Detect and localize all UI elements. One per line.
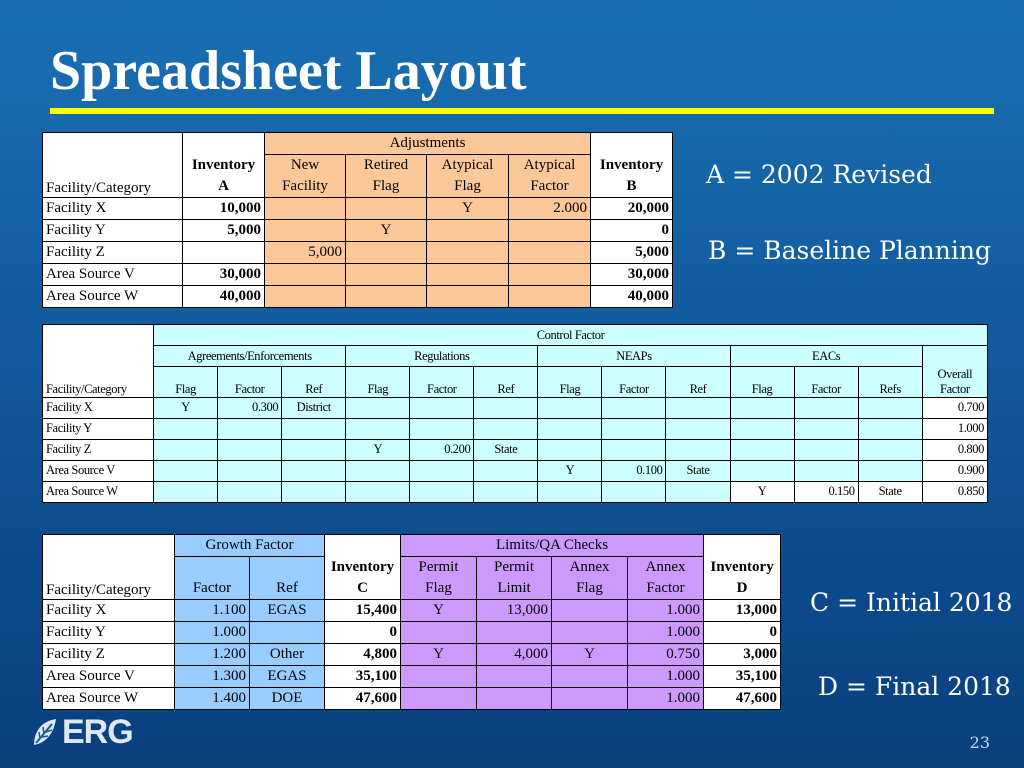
regulations-factor-col-header: Factor xyxy=(410,367,474,398)
inventory-c-value: 47,600 xyxy=(325,688,401,710)
facility-category-header: Facility/Category xyxy=(46,582,151,598)
eacs-flag-value: Y xyxy=(730,481,794,502)
eacs-factor-value xyxy=(794,439,858,460)
facility-name: Area Source W xyxy=(43,481,154,502)
neaps-flag-value xyxy=(538,397,602,418)
agreements-flag-col-header: Flag xyxy=(154,367,218,398)
inventory-c-value: 0 xyxy=(325,622,401,644)
eacs-refs-value: State xyxy=(858,481,922,502)
neaps-ref-value xyxy=(666,439,730,460)
permit-limit-value xyxy=(477,688,552,710)
annex-flag-header-line1: Annex xyxy=(552,557,628,579)
growth-factor-group-header: Growth Factor xyxy=(175,535,325,557)
eacs-flag-value xyxy=(730,439,794,460)
note-c: C = Initial 2018 xyxy=(810,588,1013,617)
growth-ref-value xyxy=(250,622,325,644)
eacs-factor-value xyxy=(794,460,858,481)
facility-name: Facility Y xyxy=(43,418,154,439)
agreements-flag-value: Y xyxy=(154,397,218,418)
eacs-flag-col-header: Flag xyxy=(730,367,794,398)
growth-factor-value: 1.200 xyxy=(175,644,250,666)
overall-factor-value: 0.850 xyxy=(922,481,987,502)
table-row xyxy=(43,666,781,688)
growth-ref-value: EGAS xyxy=(250,600,325,622)
retired-flag-value xyxy=(346,286,427,308)
growth-factor-col-header: Factor xyxy=(175,578,250,600)
table-row xyxy=(43,460,988,481)
annex-flag-value: Y xyxy=(552,644,628,666)
facility-name: Area Source V xyxy=(43,460,154,481)
neaps-flag-value xyxy=(538,481,602,502)
neaps-ref-value xyxy=(666,397,730,418)
facility-category-header: Facility/Category xyxy=(46,381,127,396)
retired-flag-value xyxy=(346,242,427,264)
permit-limit-value: 13,000 xyxy=(477,600,552,622)
new-facility-value xyxy=(265,198,346,220)
neaps-factor-col-header: Factor xyxy=(602,367,666,398)
eacs-factor-value: 0.150 xyxy=(794,481,858,502)
overall-factor-value: 0.700 xyxy=(922,397,987,418)
growth-factor-value: 1.300 xyxy=(175,666,250,688)
erg-logo xyxy=(30,712,133,752)
inventory-b-value: 0 xyxy=(591,220,673,242)
inventory-c-value: 35,100 xyxy=(325,666,401,688)
atypical-flag-value xyxy=(427,264,509,286)
annex-factor-value: 1.000 xyxy=(628,600,704,622)
table-row xyxy=(43,198,673,220)
table-row xyxy=(43,622,781,644)
inventory-d-header-line2: D xyxy=(704,578,781,600)
permit-flag-header-line2: Flag xyxy=(401,578,477,600)
atypical-factor-value xyxy=(509,242,591,264)
inventory-c-header-line2: C xyxy=(325,578,401,600)
agreements-ref-value xyxy=(282,481,346,502)
neaps-ref-value xyxy=(666,418,730,439)
inventory-b-header-line2: B xyxy=(591,176,673,198)
agreements-flag-value xyxy=(154,460,218,481)
atypical-factor-header-line2: Factor xyxy=(509,176,591,198)
permit-flag-header-line1: Permit xyxy=(401,557,477,579)
growth-ref-col-header: Ref xyxy=(250,578,325,600)
eacs-refs-value xyxy=(858,460,922,481)
permit-flag-value xyxy=(401,622,477,644)
permit-limit-header-line1: Permit xyxy=(477,557,552,579)
retired-flag-header-line2: Flag xyxy=(346,176,427,198)
limits-qa-group-header: Limits/QA Checks xyxy=(401,535,704,557)
inventory-c-value: 4,800 xyxy=(325,644,401,666)
regulations-ref-value xyxy=(474,460,538,481)
regulations-factor-value xyxy=(410,418,474,439)
atypical-factor-value xyxy=(509,264,591,286)
atypical-flag-value xyxy=(427,242,509,264)
eacs-flag-value xyxy=(730,460,794,481)
permit-flag-value: Y xyxy=(401,600,477,622)
regulations-flag-value xyxy=(346,460,410,481)
table-row xyxy=(43,264,673,286)
growth-factor-value: 1.100 xyxy=(175,600,250,622)
new-facility-value: 5,000 xyxy=(265,242,346,264)
note-b: B = Baseline Planning xyxy=(708,236,991,265)
agreements-factor-value xyxy=(218,439,282,460)
leaf-icon xyxy=(30,715,60,749)
growth-factor-value: 1.400 xyxy=(175,688,250,710)
overall-factor-value: 1.000 xyxy=(922,418,987,439)
neaps-flag-col-header: Flag xyxy=(538,367,602,398)
table-row xyxy=(43,220,673,242)
table-row xyxy=(43,418,988,439)
annex-flag-header-line2: Flag xyxy=(552,578,628,600)
inventory-d-header-line1: Inventory xyxy=(704,557,781,579)
regulations-factor-value xyxy=(410,460,474,481)
inventory-d-value: 47,600 xyxy=(704,688,781,710)
annex-factor-value: 1.000 xyxy=(628,666,704,688)
neaps-factor-value xyxy=(602,439,666,460)
neaps-ref-value xyxy=(666,481,730,502)
inventory-d-value: 3,000 xyxy=(704,644,781,666)
regulations-flag-value xyxy=(346,418,410,439)
growth-ref-value: EGAS xyxy=(250,666,325,688)
permit-limit-value xyxy=(477,622,552,644)
slide-title: Spreadsheet Layout xyxy=(50,40,527,102)
inventory-b-value: 40,000 xyxy=(591,286,673,308)
inventory-b-value: 30,000 xyxy=(591,264,673,286)
permit-flag-value xyxy=(401,688,477,710)
agreements-enforcements-header: Agreements/Enforcements xyxy=(154,346,346,367)
inventory-a-header-line1: Inventory xyxy=(183,155,265,177)
permit-flag-value xyxy=(401,666,477,688)
inventory-a-value xyxy=(183,242,265,264)
atypical-factor-header-line1: Atypical xyxy=(509,155,591,177)
inventory-a-value: 10,000 xyxy=(183,198,265,220)
facility-name: Facility X xyxy=(43,198,183,220)
eacs-factor-col-header: Factor xyxy=(794,367,858,398)
facility-name: Facility Y xyxy=(43,622,175,644)
regulations-header: Regulations xyxy=(346,346,538,367)
annex-flag-value xyxy=(552,666,628,688)
annex-flag-value xyxy=(552,600,628,622)
facility-name: Facility Z xyxy=(43,439,154,460)
permit-limit-header-line2: Limit xyxy=(477,578,552,600)
note-a: A = 2002 Revised xyxy=(706,160,932,189)
eacs-refs-value xyxy=(858,397,922,418)
new-facility-value xyxy=(265,264,346,286)
facility-name: Facility Z xyxy=(43,242,183,264)
note-d: D = Final 2018 xyxy=(818,672,1011,701)
control-factor-group-header: Control Factor xyxy=(154,325,988,346)
regulations-ref-col-header: Ref xyxy=(474,367,538,398)
adjustments-table xyxy=(42,132,673,308)
atypical-factor-value xyxy=(509,220,591,242)
inventory-a-value: 30,000 xyxy=(183,264,265,286)
regulations-factor-value xyxy=(410,397,474,418)
neaps-flag-value xyxy=(538,439,602,460)
eacs-factor-value xyxy=(794,397,858,418)
annex-factor-header-line2: Factor xyxy=(628,578,704,600)
inventory-a-header-line2: A xyxy=(183,176,265,198)
growth-ref-value: Other xyxy=(250,644,325,666)
agreements-factor-value xyxy=(218,481,282,502)
new-facility-header-line2: Facility xyxy=(265,176,346,198)
facility-name: Area Source W xyxy=(43,688,175,710)
regulations-ref-value xyxy=(474,418,538,439)
logo-text: ERG xyxy=(62,712,133,751)
agreements-factor-value: 0.300 xyxy=(218,397,282,418)
inventory-b-value: 5,000 xyxy=(591,242,673,264)
title-underline xyxy=(50,108,994,114)
table-row xyxy=(43,397,988,418)
table-row xyxy=(43,600,781,622)
inventory-c-header-line1: Inventory xyxy=(325,557,401,579)
regulations-flag-value xyxy=(346,481,410,502)
neaps-ref-value: State xyxy=(666,460,730,481)
eacs-refs-col-header: Refs xyxy=(858,367,922,398)
regulations-factor-value xyxy=(410,481,474,502)
regulations-ref-value xyxy=(474,397,538,418)
inventory-a-value: 5,000 xyxy=(183,220,265,242)
retired-flag-value: Y xyxy=(346,220,427,242)
table-row xyxy=(43,644,781,666)
facility-name: Area Source V xyxy=(43,666,175,688)
atypical-flag-value xyxy=(427,286,509,308)
overall-factor-header-line1: Overall xyxy=(937,366,973,381)
new-facility-header-line1: New xyxy=(265,155,346,177)
table-row xyxy=(43,439,988,460)
agreements-flag-value xyxy=(154,418,218,439)
permit-flag-value: Y xyxy=(401,644,477,666)
neaps-header: NEAPs xyxy=(538,346,730,367)
annex-factor-value: 1.000 xyxy=(628,622,704,644)
facility-name: Facility X xyxy=(43,600,175,622)
permit-limit-value: 4,000 xyxy=(477,644,552,666)
atypical-flag-value xyxy=(427,220,509,242)
regulations-ref-value xyxy=(474,481,538,502)
inventory-d-value: 35,100 xyxy=(704,666,781,688)
agreements-ref-value xyxy=(282,418,346,439)
eacs-flag-value xyxy=(730,397,794,418)
facility-name: Facility X xyxy=(43,397,154,418)
table-row xyxy=(43,286,673,308)
overall-factor-header-line2: Factor xyxy=(940,381,970,396)
regulations-ref-value: State xyxy=(474,439,538,460)
inventory-b-header-line1: Inventory xyxy=(591,155,673,177)
neaps-ref-col-header: Ref xyxy=(666,367,730,398)
page-number: 23 xyxy=(969,733,990,752)
atypical-flag-header-line1: Atypical xyxy=(427,155,509,177)
facility-category-header: Facility/Category xyxy=(46,180,151,196)
inventory-c-value: 15,400 xyxy=(325,600,401,622)
atypical-factor-value xyxy=(509,286,591,308)
eacs-refs-value xyxy=(858,439,922,460)
growth-factor-value: 1.000 xyxy=(175,622,250,644)
growth-ref-value: DOE xyxy=(250,688,325,710)
agreements-factor-col-header: Factor xyxy=(218,367,282,398)
neaps-factor-value: 0.100 xyxy=(602,460,666,481)
agreements-flag-value xyxy=(154,481,218,502)
regulations-flag-col-header: Flag xyxy=(346,367,410,398)
facility-name: Facility Z xyxy=(43,644,175,666)
eacs-refs-value xyxy=(858,418,922,439)
new-facility-value xyxy=(265,220,346,242)
new-facility-value xyxy=(265,286,346,308)
annex-factor-header-line1: Annex xyxy=(628,557,704,579)
neaps-flag-value xyxy=(538,418,602,439)
agreements-flag-value xyxy=(154,439,218,460)
agreements-ref-col-header: Ref xyxy=(282,367,346,398)
facility-name: Area Source W xyxy=(43,286,183,308)
overall-factor-value: 0.800 xyxy=(922,439,987,460)
regulations-flag-value: Y xyxy=(346,439,410,460)
atypical-flag-header-line2: Flag xyxy=(427,176,509,198)
annex-flag-value xyxy=(552,688,628,710)
facility-name: Facility Y xyxy=(43,220,183,242)
facility-name: Area Source V xyxy=(43,264,183,286)
control-factor-table xyxy=(42,324,988,503)
inventory-a-value: 40,000 xyxy=(183,286,265,308)
neaps-factor-value xyxy=(602,418,666,439)
agreements-ref-value xyxy=(282,439,346,460)
growth-limits-table xyxy=(42,534,781,710)
annex-factor-value: 1.000 xyxy=(628,688,704,710)
inventory-b-value: 20,000 xyxy=(591,198,673,220)
table-row xyxy=(43,242,673,264)
atypical-flag-value: Y xyxy=(427,198,509,220)
retired-flag-value xyxy=(346,264,427,286)
eacs-factor-value xyxy=(794,418,858,439)
annex-flag-value xyxy=(552,622,628,644)
atypical-factor-value: 2.000 xyxy=(509,198,591,220)
retired-flag-header-line1: Retired xyxy=(346,155,427,177)
agreements-ref-value: District xyxy=(282,397,346,418)
inventory-d-value: 13,000 xyxy=(704,600,781,622)
regulations-flag-value xyxy=(346,397,410,418)
agreements-factor-value xyxy=(218,418,282,439)
table-row xyxy=(43,688,781,710)
table-row xyxy=(43,481,988,502)
neaps-flag-value: Y xyxy=(538,460,602,481)
eacs-flag-value xyxy=(730,418,794,439)
retired-flag-value xyxy=(346,198,427,220)
inventory-d-value: 0 xyxy=(704,622,781,644)
agreements-factor-value xyxy=(218,460,282,481)
permit-limit-value xyxy=(477,666,552,688)
agreements-ref-value xyxy=(282,460,346,481)
neaps-factor-value xyxy=(602,481,666,502)
eacs-header: EACs xyxy=(730,346,922,367)
overall-factor-col-header xyxy=(922,367,987,398)
adjustments-group-header: Adjustments xyxy=(265,133,591,155)
neaps-factor-value xyxy=(602,397,666,418)
regulations-factor-value: 0.200 xyxy=(410,439,474,460)
overall-factor-value: 0.900 xyxy=(922,460,987,481)
annex-factor-value: 0.750 xyxy=(628,644,704,666)
